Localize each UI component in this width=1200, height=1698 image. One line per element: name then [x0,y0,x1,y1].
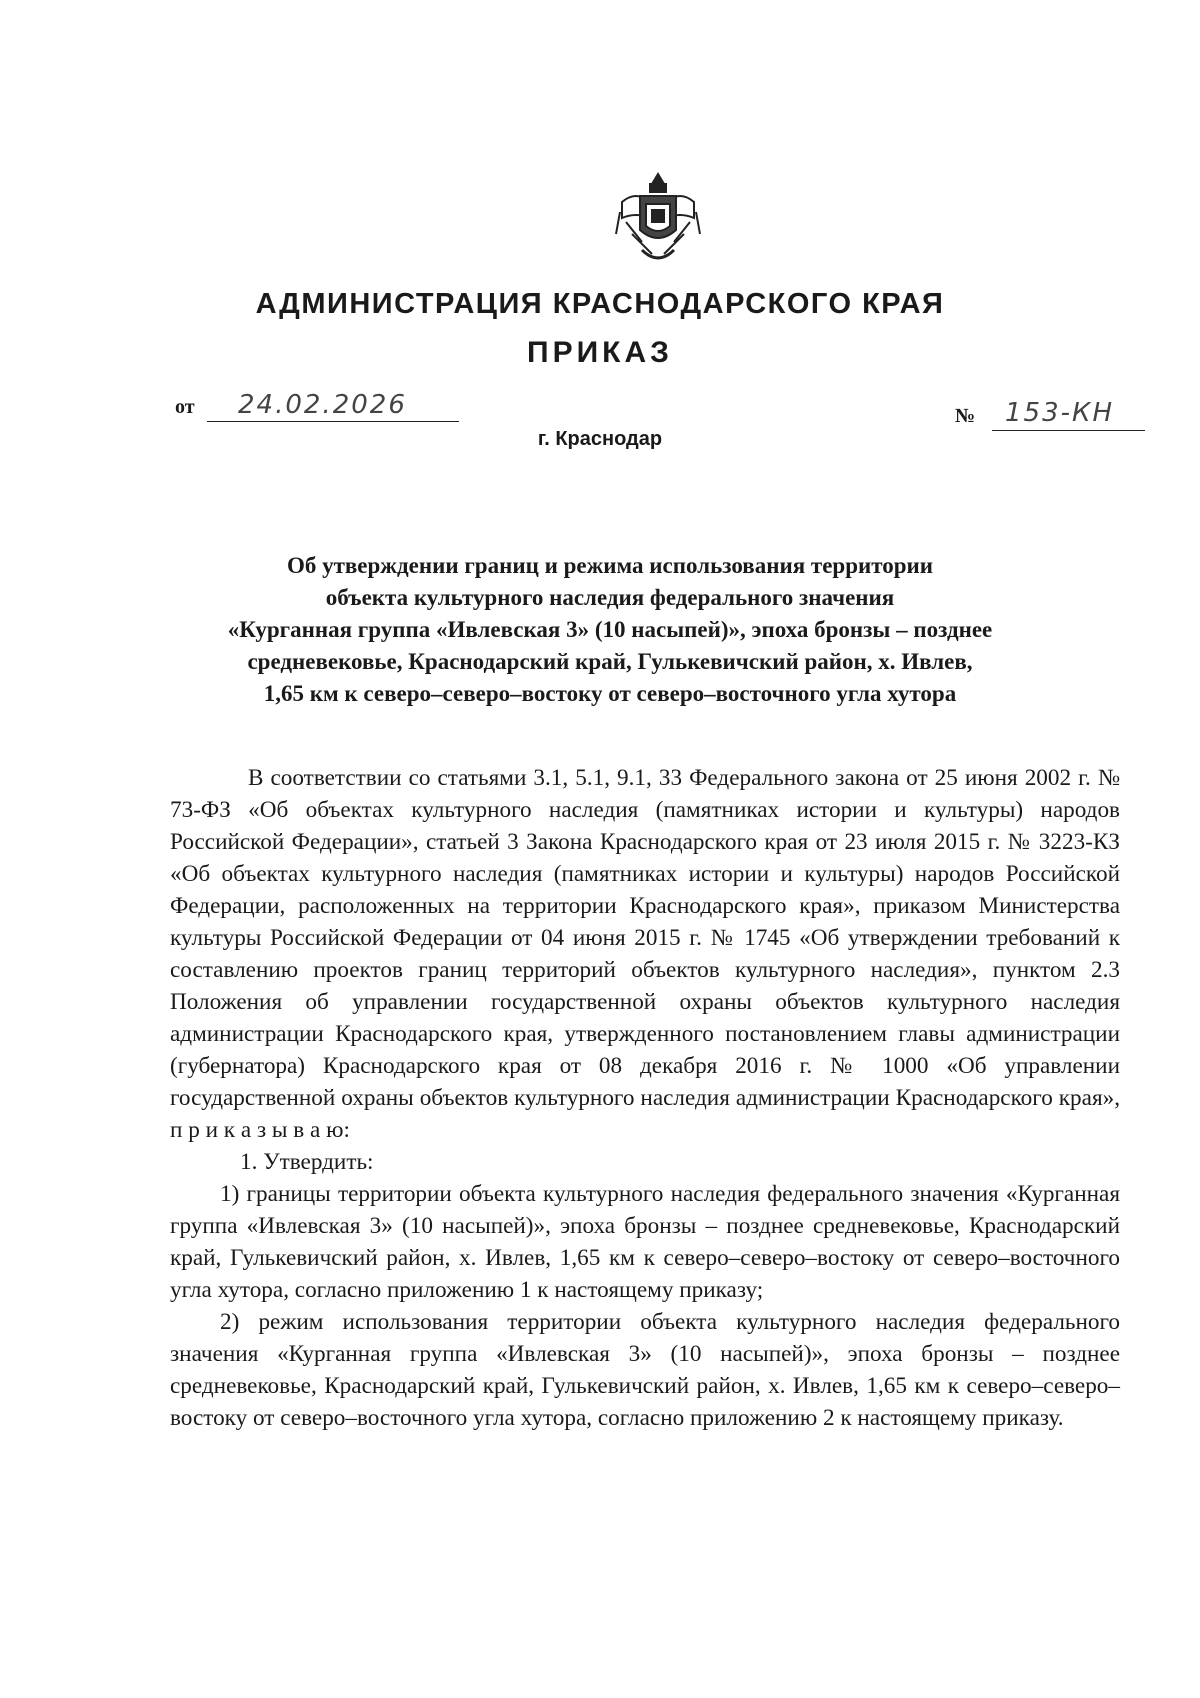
city: г. Краснодар [537,428,663,450]
number-label: № [955,405,976,427]
title-line: Об утверждении границ и режима использования территории [286,553,934,578]
date-value: 24.02.2026 [238,390,407,420]
order-title [130,550,1090,710]
title-line: объекта культурного наследия федерального значения [325,585,895,610]
date-label: от [175,396,195,418]
date-underline [207,421,459,422]
title-line: «Курганная группа «Ивлевская 3» (10 насыпей)», эпоха бронзы – позднее [227,617,993,642]
number-underline [992,430,1145,431]
krasnodar-krai-coat-of-arms-icon [612,172,704,270]
subpoint-2: 2) режим использования территории объекта культурного наследия федерального значения «Курганная группа «Ивлевская 3» (10 насыпей)», эпоха бронзы – позднее средневековье, Краснодарский край, Гулькевичский район, х. Ивлев, 1,65 км к северо–северо–востоку от северо–восточного угла хутора, согласно приложению 2 к настоящему приказу. [170,1309,1120,1431]
subpoint-1: 1) границы территории объекта культурного наследия федерального значения «Курганная группа «Ивлевская 3» (10 насыпей)», эпоха бронзы – позднее средневековье, Краснодарский край, Гулькевичский район, х. Ивлев, 1,65 км к северо–северо–востоку от северо–восточного угла хутора, согласно приложению 1 к настоящему приказу; [170,1181,1120,1303]
number-value: 153-КН [1005,398,1115,428]
document-type: ПРИКАЗ [527,336,673,369]
organization-name: АДМИНИСТРАЦИЯ КРАСНОДАРСКОГО КРАЯ [255,288,945,320]
point-1: 1. Утвердить: [240,1149,374,1175]
preamble-paragraph: В соответствии со статьями 3.1, 5.1, 9.1, 33 Федерального закона от 25 июня 2002 г. № 73-ФЗ «Об объектах культурного наследия (памятниках истории и культуры) народов Российской Федерации», статьей 3 Закона Краснодарского края от 23 июля 2015 г. № 3223-КЗ «Об объектах культурного наследия (памятниках истории и культуры) народов Российской Федерации, расположенных на территории Краснодарского края», приказом Министерства культуры Российской Федерации от 04 июня 2015 г. № 1745 «Об утверждении требований к составлению проектов границ территорий объектов культурного наследия», пунктом 2.3 Положения об управлении государственной охраны объектов культурного наследия администрации Краснодарского края, утвержденного постановлением главы администрации (губернатора) Краснодарского края от 08 декабря 2016 г. № 1000 «Об управлении государственной охраны объектов культурного наследия администрации Краснодарского края», п р и к а з ы в а ю: [170,765,1120,1143]
title-line: средневековье, Краснодарский край, Гулькевичский район, х. Ивлев, [247,649,973,674]
title-line: 1,65 км к северо–северо–востоку от северо–восточного угла хутора [263,681,957,706]
order-body [170,762,1120,1434]
